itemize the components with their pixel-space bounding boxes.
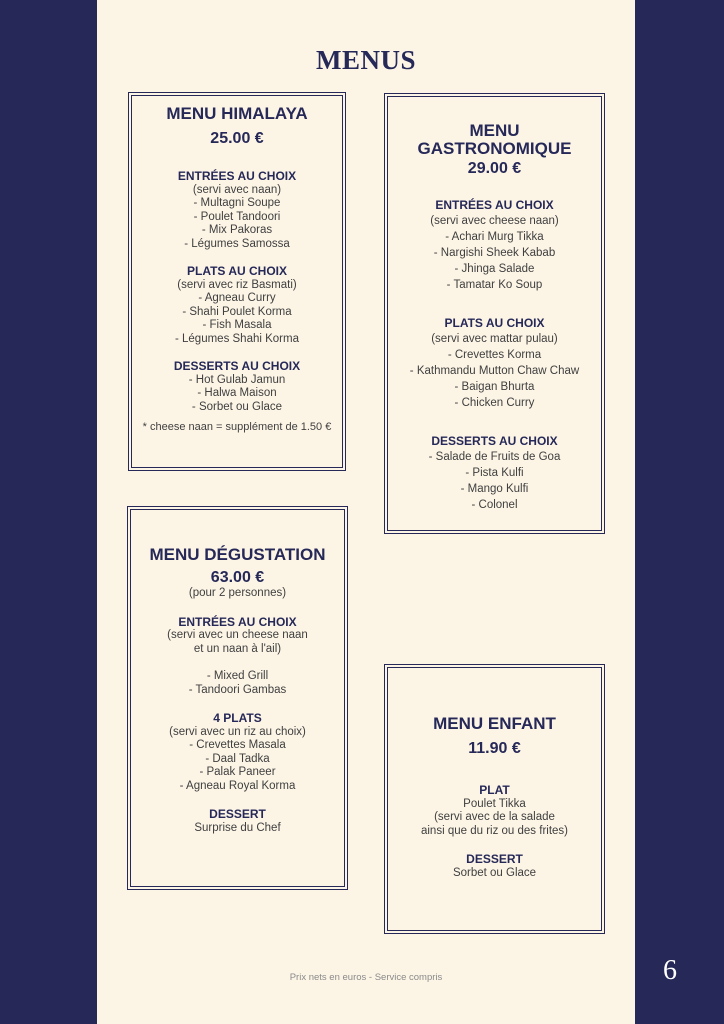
list-item: Surprise du Chef: [194, 821, 281, 834]
list-item: - Colonel: [471, 499, 518, 511]
menu-enfant-title: MENU ENFANT: [433, 714, 556, 733]
list-item: - Hot Gulab Jamun: [188, 373, 286, 386]
enfant-dessert-heading: DESSERT: [466, 852, 523, 866]
list-item: - Poulet Tandoori: [193, 210, 281, 223]
gastro-desserts-heading: DESSERTS AU CHOIX: [431, 434, 558, 448]
list-item: - Achari Murg Tikka: [445, 231, 544, 243]
list-item: - Sorbet ou Glace: [191, 400, 283, 413]
degustation-plats-heading: 4 PLATS: [213, 711, 262, 725]
list-item: - Mango Kulfi: [460, 483, 529, 495]
list-item: (servi avec riz Basmati): [177, 278, 297, 291]
list-item: - Crevettes Korma: [447, 349, 542, 361]
menu-degustation-title: MENU DÉGUSTATION: [149, 545, 326, 564]
list-item: - Kathmandu Mutton Chaw Chaw: [409, 365, 580, 377]
list-item: (servi avec un riz au choix): [169, 725, 306, 738]
menu-degustation-card: [127, 506, 348, 890]
list-item: - Légumes Samossa: [184, 237, 290, 250]
list-item: - Agneau Royal Korma: [179, 779, 296, 792]
cheese-naan-note: * cheese naan = supplément de 1.50 €: [142, 421, 332, 433]
page-title: MENUS: [315, 45, 416, 75]
gastro-plats-heading: PLATS AU CHOIX: [444, 316, 545, 330]
list-item: (servi avec de la salade: [434, 811, 555, 823]
himalaya-entrees-heading: ENTRÉES AU CHOIX: [177, 169, 297, 183]
list-item: - Mix Pakoras: [201, 224, 273, 236]
menu-himalaya-price: 25.00 €: [210, 130, 264, 147]
list-item: (servi avec naan): [192, 183, 282, 196]
list-item: - Salade de Fruits de Goa: [428, 451, 561, 463]
menu-gastronomique-card: [384, 93, 605, 534]
list-item: Sorbet ou Glace: [452, 866, 537, 879]
degustation-dessert-heading: DESSERT: [209, 807, 266, 821]
list-item: - Tamatar Ko Soup: [446, 279, 543, 291]
menu-gastronomique-title-line1: MENU: [469, 121, 520, 140]
list-item: - Mixed Grill: [206, 670, 269, 682]
list-item: ainsi que du riz ou des frites): [420, 824, 569, 837]
menu-enfant-card: [384, 664, 605, 934]
menu-himalaya-card: [128, 92, 346, 471]
list-item: - Nargishi Sheek Kabab: [433, 247, 556, 259]
list-item: - Tandoori Gambas: [188, 683, 287, 696]
footer-note: Prix nets en euros - Service compris: [289, 972, 443, 983]
menu-degustation-price: 63.00 €: [210, 569, 265, 586]
list-item: - Daal Tadka: [205, 752, 270, 765]
list-item: - Chicken Curry: [454, 397, 535, 409]
list-item: - Fish Masala: [202, 319, 272, 331]
list-item: - Shahi Poulet Korma: [182, 305, 292, 318]
menu-gastronomique-price: 29.00 €: [467, 160, 522, 177]
list-item: (servi avec cheese naan): [430, 215, 559, 227]
list-item: - Jhinga Salade: [454, 263, 535, 275]
himalaya-plats-heading: PLATS AU CHOIX: [186, 264, 287, 278]
list-item: et un naan à l'ail): [193, 642, 282, 655]
list-item: (servi avec un cheese naan: [167, 629, 308, 641]
himalaya-desserts-heading: DESSERTS AU CHOIX: [173, 359, 301, 373]
list-item: - Palak Paneer: [199, 766, 276, 778]
list-item: Poulet Tikka: [463, 797, 526, 810]
list-item: - Crevettes Masala: [189, 739, 286, 751]
menu-degustation-subtitle: (pour 2 personnes): [188, 587, 287, 599]
list-item: (servi avec mattar pulau): [431, 333, 558, 345]
list-item: - Légumes Shahi Korma: [174, 332, 299, 345]
menu-himalaya-title: MENU HIMALAYA: [166, 104, 308, 123]
list-item: - Baigan Bhurta: [454, 381, 535, 393]
gastro-entrees-heading: ENTRÉES AU CHOIX: [435, 198, 554, 212]
page-number: 6: [663, 955, 677, 986]
list-item: - Halwa Maison: [197, 387, 277, 399]
menu-gastronomique-title-line2: GASTRONOMIQUE: [417, 139, 572, 158]
list-item: - Multagni Soupe: [193, 197, 281, 209]
menu-enfant-price: 11.90 €: [468, 740, 521, 757]
list-item: - Agneau Curry: [198, 292, 276, 304]
list-item: - Pista Kulfi: [465, 467, 524, 479]
enfant-plat-heading: PLAT: [479, 783, 510, 797]
degustation-entrees-heading: ENTRÉES AU CHOIX: [178, 614, 297, 629]
